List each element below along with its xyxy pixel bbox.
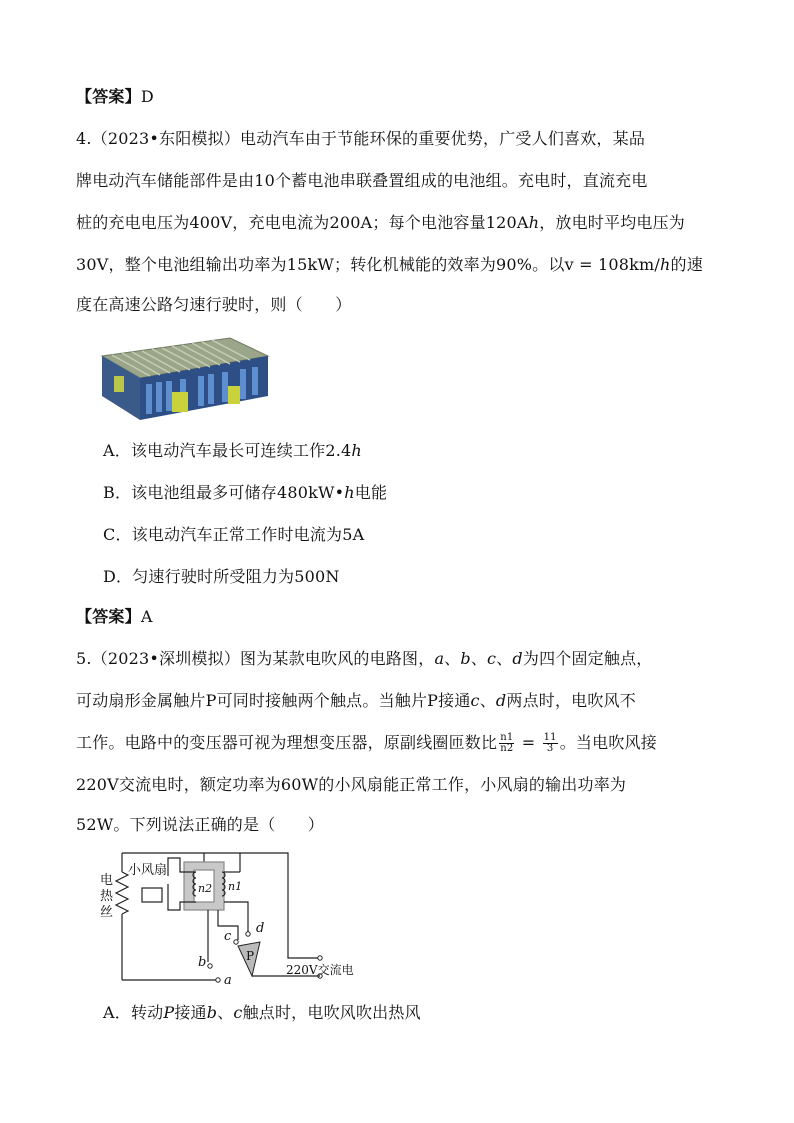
q5-line-5: 52W。下列说法正确的是（ ）	[76, 815, 325, 834]
q5-sep: 、	[496, 649, 513, 668]
q5-var: c	[487, 649, 497, 668]
n2-label: n2	[198, 882, 213, 895]
q4-unit-h: h	[528, 213, 540, 232]
contact-b-label: b	[198, 955, 207, 970]
ac-source-label: 220V交流电	[286, 963, 354, 977]
contact-a-label: a	[224, 973, 232, 986]
q4-line-4a: 30V，整个电池组输出功率为15kW；转化机械能的效率为90%。以v = 108km/	[76, 255, 660, 274]
q5-opt-sep: 、	[217, 1003, 234, 1022]
q5-var: b	[460, 649, 471, 668]
q4-line-5: 度在高速公路匀速行驶时，则（ ）	[76, 295, 352, 314]
q4-speed-h: h	[660, 255, 671, 274]
heater-label-1: 电	[100, 873, 114, 888]
frac-den: n2	[500, 743, 514, 754]
q4-line-3a: 桩的充电电压为400V，充电电流为200A；每个电池容量120A	[76, 213, 529, 232]
contact-d-label: d	[256, 921, 265, 936]
q5-var: d	[512, 649, 523, 668]
heater-label-2: 热	[100, 889, 114, 904]
q5-line-4: 220V交流电时，额定功率为60W的小风扇能正常工作，小风扇的输出功率为	[76, 775, 627, 794]
q4-line-4	[76, 254, 703, 276]
q4-option-b	[103, 482, 387, 504]
q4-option-c: C．该电动汽车正常工作时电流为5A	[103, 525, 365, 544]
equals-sign: =	[516, 733, 541, 752]
q5-text: 。当电吹风接	[559, 733, 657, 752]
answer-label: 【答案】	[76, 87, 141, 106]
q5-text: 可动扇形金属触片P可同时接触两个触点。当触片P接通	[76, 691, 471, 710]
q5-var: a	[434, 649, 445, 668]
q4-option-d: D．匀速行驶时所受阻力为500N	[103, 567, 340, 586]
q5-text: 为四个固定触点，	[522, 649, 653, 668]
q5-sep: 、	[479, 691, 496, 710]
q4-option-b-unit: h	[344, 483, 355, 502]
q5-opt-text: A．转动	[103, 1003, 164, 1022]
q5-line-2	[76, 690, 636, 712]
q5-text: 5.（2023•深圳模拟）图为某款电吹风的电路图，	[76, 649, 435, 668]
q4-option-a	[103, 440, 362, 462]
frac-den: 3	[546, 743, 554, 754]
contact-c-label: c	[224, 929, 232, 944]
q4-option-a-unit: h	[351, 441, 362, 460]
q5-opt-var: c	[233, 1003, 243, 1022]
q5-line-3	[76, 732, 657, 754]
circuit-diagram	[98, 848, 378, 986]
answer-value: D	[140, 87, 154, 106]
n1-label: n1	[228, 880, 243, 893]
q5-sep: 、	[470, 649, 488, 668]
frac-num: 11	[543, 732, 557, 743]
answer-line-1	[76, 86, 154, 108]
q5-text: 两点时，电吹风不	[506, 691, 636, 710]
q4-line-3	[76, 212, 685, 234]
q5-sep: 、	[444, 649, 461, 668]
q4-line-4b: 的速	[670, 255, 703, 274]
q4-option-a-text: A．该电动汽车最长可连续工作2.4	[103, 441, 352, 460]
answer-line-2	[76, 606, 153, 628]
frac-num: n1	[500, 732, 514, 743]
turns-ratio-fraction	[499, 733, 514, 754]
answer-label: 【答案】	[76, 607, 141, 626]
q5-opt-var: P	[163, 1003, 175, 1022]
q4-line-3b: ，放电时平均电压为	[539, 213, 686, 232]
q5-option-a	[103, 1002, 421, 1024]
q4-line-2: 牌电动汽车储能部件是由10个蓄电池串联叠置组成的电池组。充电时，直流充电	[76, 171, 648, 190]
q5-line-1	[76, 648, 652, 670]
q5-var: c	[470, 691, 480, 710]
slider-p-label: P	[246, 949, 255, 963]
q5-opt-text: 触点时，电吹风吹出热风	[242, 1003, 421, 1022]
q5-opt-text: 接通	[174, 1003, 207, 1022]
battery-pack-image	[100, 334, 270, 422]
ratio-value-fraction	[543, 733, 558, 754]
answer-value: A	[140, 607, 153, 626]
q4-line-1: 4.（2023•东阳模拟）电动汽车由于节能环保的重要优势，广受人们喜欢，某品	[76, 129, 646, 148]
q4-option-b-tail: 电能	[354, 483, 388, 502]
q4-option-b-text: B．该电池组最多可储存480kW•	[103, 483, 345, 502]
fan-label: 小风扇	[128, 863, 168, 878]
q5-text: 工作。电路中的变压器可视为理想变压器，原副线圈匝数比	[76, 733, 498, 752]
q5-var: d	[495, 691, 507, 710]
q5-opt-var: b	[206, 1003, 218, 1022]
heater-label-3: 丝	[100, 905, 114, 920]
